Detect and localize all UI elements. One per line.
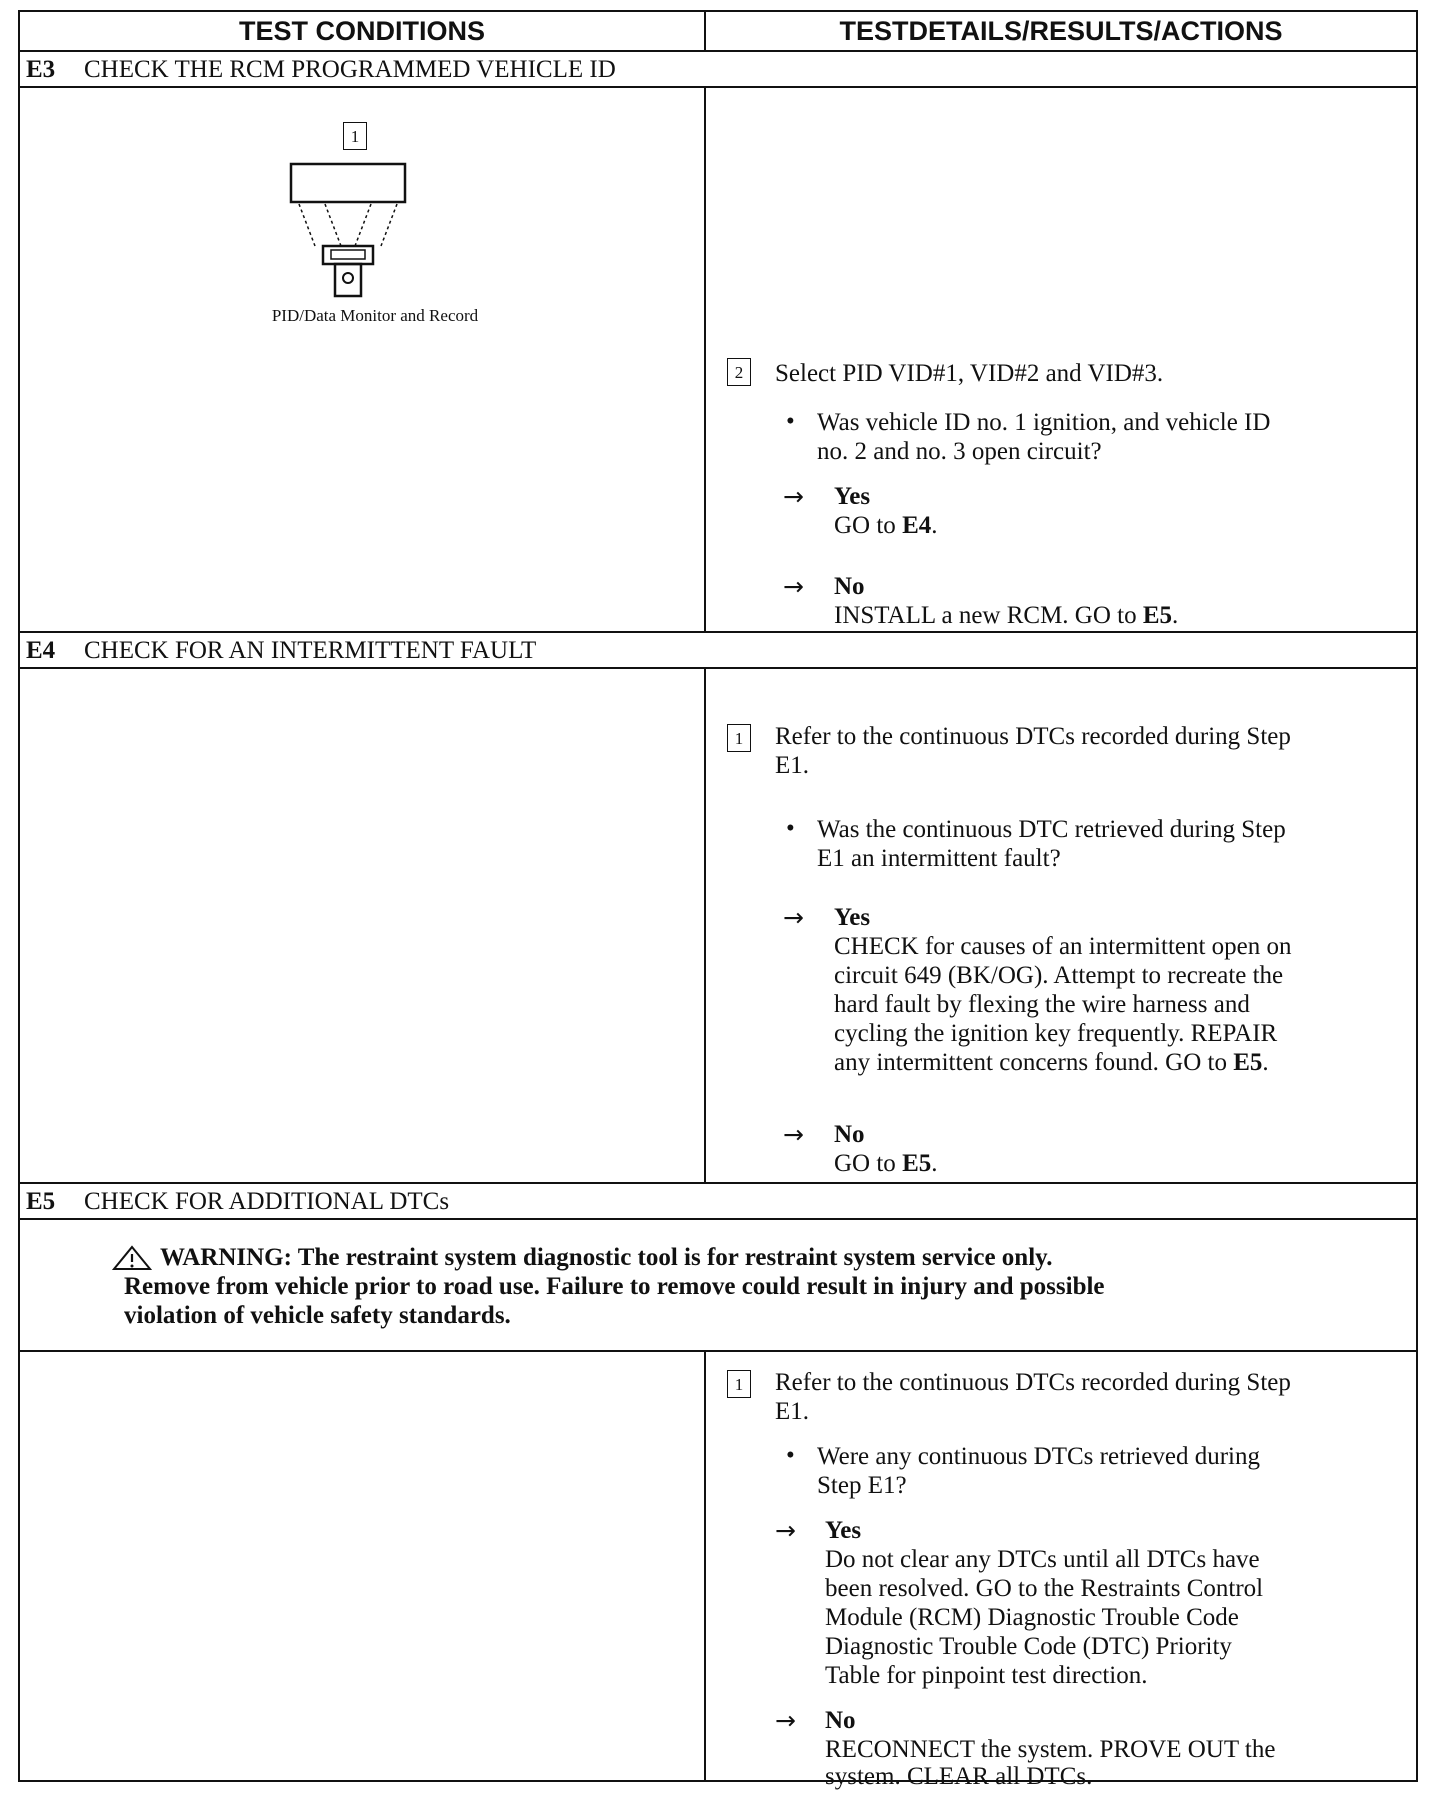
header-test-conditions: TEST CONDITIONS [20,12,706,50]
e5-no-line-1: RECONNECT the system. PROVE OUT the [825,1736,1276,1763]
e5-instruction-line-2: E1. [775,1398,810,1425]
warning-line-2: Remove from vehicle prior to road use. Failure to remove could result in injury and possible [124,1273,1105,1300]
e3-instruction: Select PID VID#1, VID#2 and VID#3. [775,360,1164,387]
e3-question-line-1: Was vehicle ID no. 1 ignition, and vehicle ID [817,409,1271,436]
e3-question-line-2: no. 2 and no. 3 open circuit? [817,438,1102,465]
e5-step-box: 1 [727,1370,751,1398]
e4-yes-label: Yes [834,904,871,931]
warning-bottom-rule [20,1350,1416,1352]
e4-instruction-line-1: Refer to the continuous DTCs recorded during Step [775,723,1291,750]
e4-question-line-1: Was the continuous DTC retrieved during Step [817,816,1286,843]
e5-yes-line-1: Do not clear any DTCs until all DTCs have [825,1546,1260,1573]
e4-yes-line-4: cycling the ignition key frequently. REPAIR [834,1020,1278,1047]
section-e5-bar [20,1184,1416,1220]
e5-yes-line-5: Table for pinpoint test direction. [825,1662,1148,1689]
figure-caption: PID/Data Monitor and Record [271,306,479,325]
e3-yes-action: GO to E4. [834,512,938,539]
e4-no-action: GO to E5. [834,1150,938,1177]
e5-no-label: No [825,1707,856,1734]
e5-question-line-1: Were any continuous DTCs retrieved during [817,1443,1261,1470]
warning-line-3: violation of vehicle safety standards. [124,1302,511,1329]
e4-yes-line-2: circuit 649 (BK/OG). Attempt to recreate the [834,962,1284,989]
e3-yes-label: Yes [834,483,871,510]
section-e4-title: CHECK FOR AN INTERMITTENT FAULT [84,637,537,664]
e4-yes-line-5: any intermittent concerns found. GO to E5. [834,1049,1269,1076]
section-e3-title: CHECK THE RCM PROGRAMMED VEHICLE ID [84,56,616,83]
e4-yes-line-1: CHECK for causes of an intermittent open on [834,933,1292,960]
e5-no-arrow: → [775,1706,796,1735]
e5-yes-line-4: Diagnostic Trouble Code (DTC) Priority [825,1633,1232,1660]
e5-yes-label: Yes [825,1517,862,1544]
warning-line-1: WARNING: The restraint system diagnostic tool is for restraint system service only. [160,1244,1053,1271]
header-test-details: TESTDETAILS/RESULTS/ACTIONS [839,16,1283,46]
e4-instruction-line-2: E1. [775,752,810,779]
e3-no-action: INSTALL a new RCM. GO to E5. [834,602,1179,629]
e3-no-arrow: → [783,572,804,601]
e5-instruction-line-1: Refer to the continuous DTCs recorded during Step [775,1369,1291,1396]
e4-yes-arrow: → [783,903,804,932]
e3-figure-step-box: 1 [343,122,367,150]
e3-no-label: No [834,573,865,600]
section-e3-bar [20,52,1416,88]
e4-step-box: 1 [727,724,751,752]
e5-column-divider [704,1352,706,1782]
warning-text [100,1243,1280,1330]
section-e5-code: E5 [26,1188,56,1215]
e3-step-box: 2 [727,358,751,386]
e3-yes-arrow: → [783,482,804,511]
e4-bullet: • [786,815,795,842]
e5-bullet: • [786,1442,795,1469]
e4-no-arrow: → [783,1120,804,1149]
section-e4-bar [20,633,1416,669]
diagnostic-table [18,10,1418,1790]
section-e4-code: E4 [26,637,56,664]
e5-yes-arrow: → [775,1516,796,1545]
e5-yes-line-2: been resolved. GO to the Restraints Control [825,1575,1264,1602]
diagnostic-tool-icon [275,160,425,300]
e3-column-divider [704,88,706,631]
e4-question-line-2: E1 an intermittent fault? [817,845,1061,872]
table-header [20,12,1416,52]
e4-no-label: No [834,1121,865,1148]
e4-yes-line-3: hard fault by flexing the wire harness and [834,991,1250,1018]
e5-question-line-2: Step E1? [817,1472,907,1499]
section-e5-title: CHECK FOR ADDITIONAL DTCs [84,1188,450,1215]
e3-bullet: • [786,408,795,435]
e5-yes-line-3: Module (RCM) Diagnostic Trouble Code [825,1604,1239,1631]
e5-no-line-2: system. CLEAR all DTCs. [825,1763,1093,1790]
section-e3-code: E3 [26,56,56,83]
e4-column-divider [704,669,706,1182]
